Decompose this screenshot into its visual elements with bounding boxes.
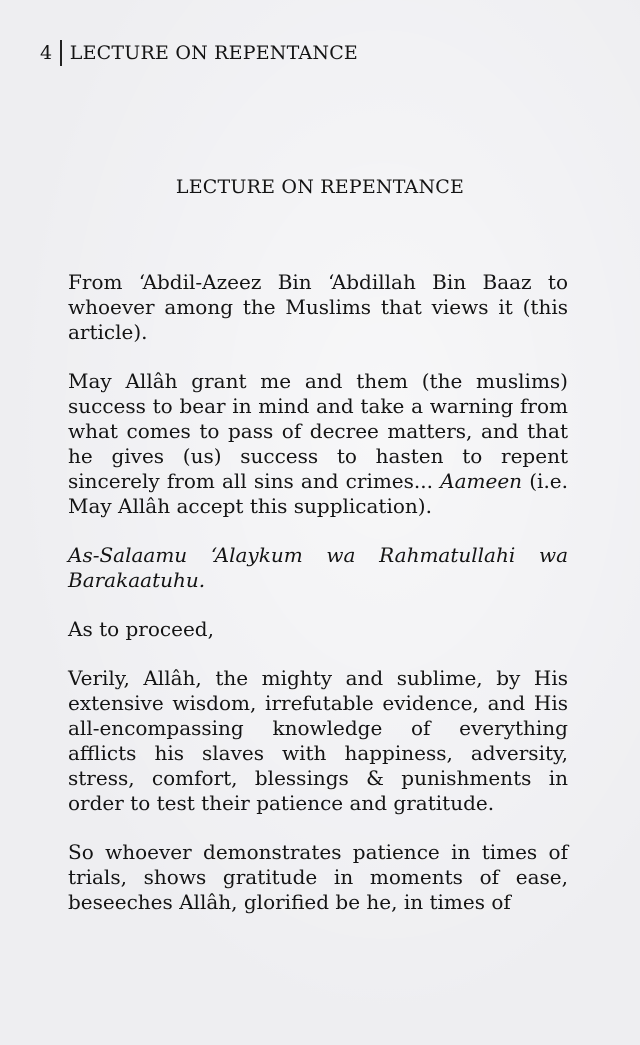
paragraph-salaam: As-Salaamu ‘Alaykum wa Rahmatullahi wa Barakaatuhu. — [68, 543, 568, 592]
aameen-text: Aameen — [440, 469, 523, 493]
header-divider — [60, 40, 62, 66]
paragraph-patience: So whoever demonstrates patience in times of trials, shows gratitude in moments of ease, beseeches Allâh, glorified be he, in times of — [68, 840, 568, 914]
supplication-text: May Allâh grant me and them (the muslims) success to bear in mind and take a warning from what comes to pass of decree matters, and that he gives (us) success to hasten to repent sincerely from all sins and crimes... — [68, 369, 568, 493]
chapter-title: LECTURE ON REPENTANCE — [175, 176, 465, 198]
running-header — [40, 40, 358, 66]
supplication-gloss: (i.e. May Allâh accept this supplication). — [68, 469, 568, 518]
paragraph-wisdom: Verily, Allâh, the mighty and sublime, by His extensive wisdom, irrefutable evidence, and His all-encompassing knowledge of everything afflicts his slaves with happiness, adversity, stress, comfort, blessings & punishments in order to test their patience and gratitude. — [68, 666, 568, 815]
page-number: 4 — [40, 42, 53, 64]
paragraph-supplication — [68, 369, 568, 519]
paragraph-as-to-proceed: As to proceed, — [68, 617, 214, 641]
running-title: LECTURE ON REPENTANCE — [69, 42, 359, 64]
paragraph-salutation-from: From ‘Abdil-Azeez Bin ‘Abdillah Bin Baaz to whoever among the Muslims that views it (this article). — [68, 270, 568, 344]
body-text — [68, 270, 568, 939]
